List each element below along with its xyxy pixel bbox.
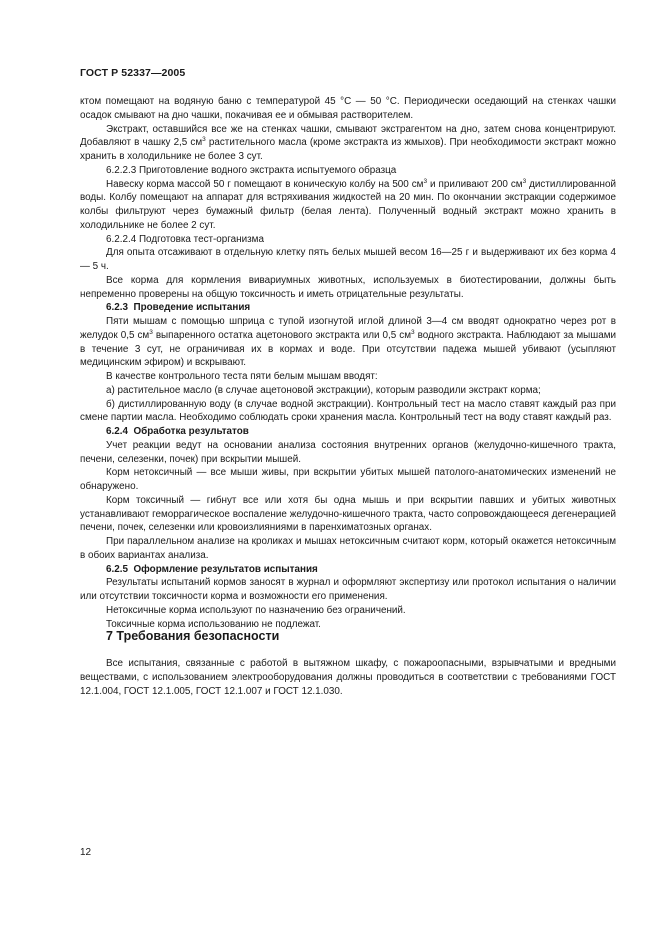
paragraph: Корм нетоксичный — все мыши живы, при вскрытии убитых мышей патолого-анатомических изменений не обнаружено. xyxy=(80,467,616,492)
paragraph: Учет реакции ведут на основании анализа состояния внутренних органов (желудочно-кишечного тракта, печени, селезенки, почек) при вскрытии мышей. xyxy=(80,439,616,465)
section-heading: 6.2.5 Оформление результатов испытания xyxy=(106,563,318,575)
paragraph: При параллельном анализе на кроликах и мышах нетоксичным считают корм, который окажется нетоксичным в обоих вариантах анализа. xyxy=(80,536,616,561)
document-header: ГОСТ Р 52337—2005 xyxy=(80,67,186,79)
paragraph: Нетоксичные корма используют по назначению без ограничений. xyxy=(106,604,406,616)
paragraph: Все корма для кормления вивариумных животных, используемых в биотестировании, должны быть непременно проверены на общую токсичность и иметь отрицательные результаты. xyxy=(80,274,616,300)
paragraph: ктом помещают на водяную баню с температурой 45 °С — 50 °С. Периодически оседающий на стенках чашки осадок смывают на дно чашки, покачивая ее и обмывая растворителем. xyxy=(80,96,616,121)
paragraph: В качестве контрольного теста пяти белым мышам вводят: xyxy=(106,371,378,382)
paragraph: Токсичные корма использованию не подлежат. xyxy=(106,618,321,630)
page-number: 12 xyxy=(80,847,92,858)
list-item: б) дистиллированную воду (в случае водной экстракции). Контрольный тест на масло ставят каждый раз при смене партии масла. Необходимо соблюдать сроки хранения масла. Контрольный тест на воду ставят каждый раз. xyxy=(80,398,616,424)
section-heading: 6.2.3 Проведение испытания xyxy=(106,302,251,314)
paragraph: Пяти мышам с помощью шприца с тупой изогнутой иглой длиной 3—4 см вводят однократно через рот в желудок 0,5 $см^3$ выпаренного остатка ацетонового экстракта или 0,5 $см^3$ водного экстракта. Наблюдают за мышами в течение 3 сут, не ограничивая их в кормах и воде. При отсутствии падежа мышей убивают (усыпляют медицинским эфиром) и вскрывают. xyxy=(80,316,616,369)
paragraph: Корм токсичный — гибнут все или хотя бы одна мышь и при вскрытии павших и убитых животных устанавливают геморрагическое воспаление желудочно-кишечного тракта, часто сопровождающееся дегенерацией печени, почек, селезенки или кровоизлияниями в паренхиматозных органах. xyxy=(80,494,616,534)
paragraph: Экстракт, оставшийся все же на стенках чашки, смывают экстрагентом на дно, затем снова концентрируют. Добавляют в чашку 2,5 $см^3$ растительного масла (кроме экстракта из жмыхов). При необходимости экстракт можно хранить в холодильнике не более 3 сут. xyxy=(80,123,616,162)
paragraph: Результаты испытаний кормов заносят в журнал и оформляют экспертизу или протокол испытания о наличии или отсутствии токсичности корма и возможности его применения. xyxy=(80,577,616,602)
main-text xyxy=(80,95,616,631)
paragraph: Все испытания, связанные с работой в вытяжном шкафу, с пожароопасными, взрывчатыми и вредными веществами, с использованием электрооборудования должны проводиться в соответствии с требованиями ГОСТ 12.1.004, ГОСТ 12.1.005, ГОСТ 12.1.007 и ГОСТ 12.1.030. xyxy=(80,658,616,697)
subsection-heading: 6.2.2.3 Приготовление водного экстракта испытуемого образца xyxy=(106,164,397,176)
section-heading: 6.2.4 Обработка результатов xyxy=(106,426,249,437)
list-item: а) растительное масло (в случае ацетоновой экстракции), которым разводили экстракт корма; xyxy=(106,384,541,396)
section-7-text xyxy=(80,657,616,699)
paragraph: Для опыта отсаживают в отдельную клетку пять белых мышей весом 16—25 г и выдерживают их без корма 4 — 5 ч. xyxy=(80,247,616,272)
subsection-heading: 6.2.2.4 Подготовка тест-организма xyxy=(106,233,264,245)
section-7-title: 7 Требования безопасности xyxy=(106,629,280,643)
paragraph: Навеску корма массой 50 г помещают в коническую колбу на 500 $см^3$ и приливают 200 $см^3$ дистиллированной воды. Колбу помещают на аппарат для встряхивания жидкостей на 20 мин. По окончании экстракции содержимое колбы фильтруют через бумажный фильтр (белая лента). Полученный водный экстракт можно хранить в холодильнике не более 2 сут. xyxy=(80,177,616,231)
